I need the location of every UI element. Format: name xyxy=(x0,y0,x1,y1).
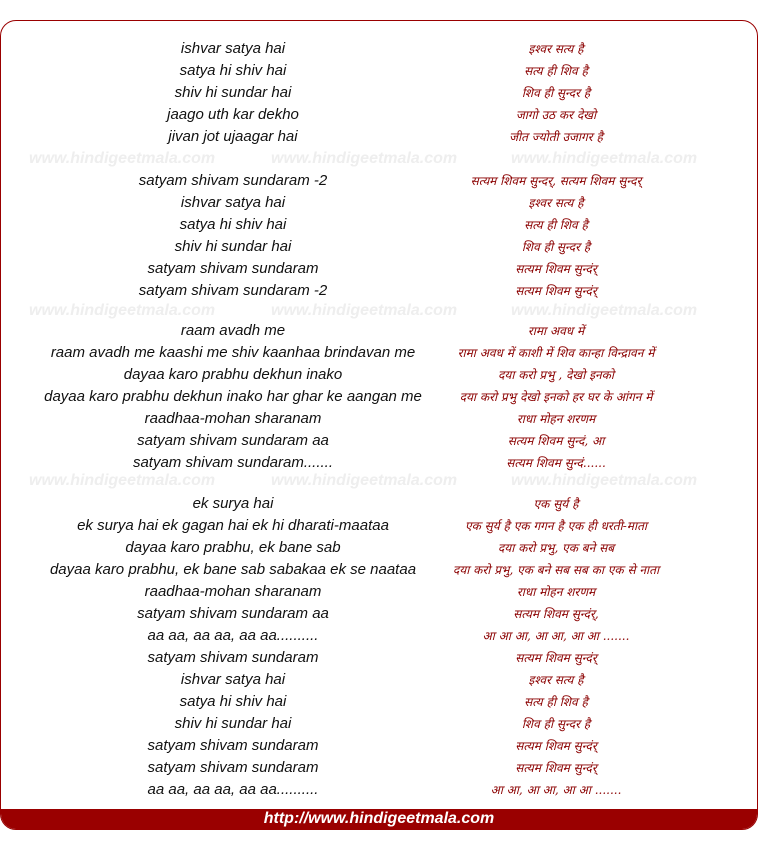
lyric-devanagari: शिव ही सुन्दर है xyxy=(521,240,591,254)
lyric-line xyxy=(1,364,757,386)
lyric-line xyxy=(1,735,757,757)
lyric-devanagari: सत्यम शिवम सुन्दंर्, xyxy=(513,607,599,621)
lyric-roman: satyam shivam sundaram xyxy=(147,649,319,666)
lyric-devanagari: जागो उठ कर देखो xyxy=(515,108,597,122)
lyric-roman: dayaa karo prabhu, ek bane sab xyxy=(125,539,341,556)
lyric-roman: ishvar satya hai xyxy=(180,671,286,688)
lyric-devanagari: सत्यम शिवम सुन्दं...... xyxy=(506,456,606,470)
lyric-roman: satyam shivam sundaram -2 xyxy=(138,282,328,299)
lyric-devanagari: सत्यम शिवम सुन्दंर् xyxy=(515,262,597,276)
lyric-devanagari: इश्वर सत्य है xyxy=(528,673,584,687)
lyric-line xyxy=(1,236,757,258)
lyrics-card xyxy=(0,20,758,830)
lyric-line xyxy=(1,779,757,801)
lyric-line xyxy=(1,192,757,214)
lyric-roman: shiv hi sundar hai xyxy=(174,715,292,732)
lyric-devanagari: सत्य ही शिव है xyxy=(524,695,588,709)
watermark-text: www.hindigeetmala.com xyxy=(29,472,216,489)
lyric-devanagari: सत्यम शिवम सुन्दंर् xyxy=(515,284,597,298)
lyric-roman: raam avadh me kaashi me shiv kaanhaa brindavan me xyxy=(50,344,416,361)
lyric-line xyxy=(1,82,757,104)
lyric-roman: satyam shivam sundaram aa xyxy=(137,432,329,449)
lyric-line xyxy=(1,214,757,236)
lyric-line xyxy=(1,60,757,82)
lyric-line xyxy=(1,280,757,302)
lyric-devanagari: दया करो प्रभु देखो इनको हर घर के आंगन में xyxy=(459,390,653,404)
lyric-devanagari: शिव ही सुन्दर है xyxy=(521,717,591,731)
lyric-roman: satyam shivam sundaram xyxy=(147,737,319,754)
lyric-line xyxy=(1,386,757,408)
lyric-line xyxy=(1,691,757,713)
watermark-text: www.hindigeetmala.com xyxy=(511,302,698,319)
lyric-roman: dayaa karo prabhu dekhun inako xyxy=(123,366,343,383)
lyric-devanagari: इश्वर सत्य है xyxy=(528,42,584,56)
lyric-devanagari: सत्यम शिवम सुन्दर्, सत्यम शिवम सुन्दर् xyxy=(470,174,642,188)
lyric-roman: satya hi shiv hai xyxy=(179,62,287,79)
lyric-devanagari: आ आ, आ आ, आ आ ....... xyxy=(490,783,622,797)
watermark-text: www.hindigeetmala.com xyxy=(511,150,698,167)
lyric-roman: satyam shivam sundaram aa xyxy=(137,605,329,622)
lyric-roman: aa aa, aa aa, aa aa.......... xyxy=(147,781,319,798)
lyric-line xyxy=(1,669,757,691)
lyric-roman: satyam shivam sundaram xyxy=(147,759,319,776)
lyric-devanagari: एक सुर्य है xyxy=(533,497,579,511)
lyric-line xyxy=(1,408,757,430)
watermark-text: www.hindigeetmala.com xyxy=(271,472,458,489)
lyric-roman: aa aa, aa aa, aa aa.......... xyxy=(147,627,319,644)
lyric-roman: satyam shivam sundaram -2 xyxy=(138,172,328,189)
lyric-roman: raam avadh me xyxy=(180,322,286,339)
lyric-line xyxy=(1,38,757,60)
lyric-devanagari: रामा अवध में xyxy=(527,324,585,338)
lyric-devanagari: सत्यम शिवम सुन्दंर् xyxy=(515,739,597,753)
lyric-line xyxy=(1,430,757,452)
lyric-roman: shiv hi sundar hai xyxy=(174,84,292,101)
lyric-line xyxy=(1,170,757,192)
watermark-text: www.hindigeetmala.com xyxy=(271,150,458,167)
lyric-roman: satyam shivam sundaram xyxy=(147,260,319,277)
watermark-band xyxy=(1,301,757,321)
lyric-roman: dayaa karo prabhu dekhun inako har ghar ke aangan me xyxy=(44,388,422,405)
lyric-devanagari: सत्यम शिवम सुन्दं, आ xyxy=(507,434,605,448)
lyric-line xyxy=(1,515,757,537)
watermark-band xyxy=(1,149,757,169)
lyric-devanagari: दया करो प्रभु, एक बने सब सब का एक से नाता xyxy=(452,563,660,577)
lyric-devanagari: इश्वर सत्य है xyxy=(528,196,584,210)
lyric-roman: shiv hi sundar hai xyxy=(174,238,292,255)
lyric-roman: ek surya hai ek gagan hai ek hi dharati-maataa xyxy=(77,517,389,534)
lyric-line xyxy=(1,757,757,779)
lyric-line xyxy=(1,647,757,669)
lyric-line xyxy=(1,713,757,735)
lyric-roman: jaago uth kar dekho xyxy=(167,106,299,123)
lyric-roman: ishvar satya hai xyxy=(180,40,286,57)
lyric-devanagari: राधा मोहन शरणम xyxy=(516,412,596,426)
lyric-devanagari: दया करो प्रभु, एक बने सब xyxy=(497,541,615,555)
watermark-text: www.hindigeetmala.com xyxy=(271,302,458,319)
lyric-devanagari: शिव ही सुन्दर है xyxy=(521,86,591,100)
lyric-devanagari: सत्य ही शिव है xyxy=(524,218,588,232)
lyric-line xyxy=(1,452,757,474)
watermark-text: www.hindigeetmala.com xyxy=(511,472,698,489)
lyric-roman: ek surya hai xyxy=(192,495,274,512)
lyric-roman: satya hi shiv hai xyxy=(179,216,287,233)
lyric-line xyxy=(1,342,757,364)
lyric-line xyxy=(1,104,757,126)
lyric-roman: satyam shivam sundaram....... xyxy=(132,454,334,471)
watermark-text: www.hindigeetmala.com xyxy=(29,302,216,319)
lyric-line xyxy=(1,258,757,280)
lyric-roman: raadhaa-mohan sharanam xyxy=(144,410,322,427)
lyric-devanagari: एक सुर्य है एक गगन है एक ही धरती-माता xyxy=(464,519,648,533)
lyric-roman: raadhaa-mohan sharanam xyxy=(144,583,322,600)
lyric-devanagari: रामा अवध में काशी में शिव कान्हा विन्द्रावन में xyxy=(457,346,655,360)
lyric-line xyxy=(1,559,757,581)
lyric-line xyxy=(1,126,757,148)
lyric-roman: jivan jot ujaagar hai xyxy=(168,128,298,145)
lyric-devanagari: दया करो प्रभु , देखो इनको xyxy=(498,368,614,382)
lyric-devanagari: राधा मोहन शरणम xyxy=(516,585,596,599)
lyric-line xyxy=(1,537,757,559)
footer-link[interactable]: http://www.hindigeetmala.com xyxy=(263,810,495,827)
lyric-line xyxy=(1,320,757,342)
lyric-devanagari: आ आ आ, आ आ, आ आ ....... xyxy=(482,629,630,643)
lyric-line xyxy=(1,625,757,647)
lyric-line xyxy=(1,603,757,625)
lyric-devanagari: सत्यम शिवम सुन्दंर् xyxy=(515,651,597,665)
lyric-line xyxy=(1,581,757,603)
watermark-band xyxy=(1,471,757,491)
lyric-line xyxy=(1,493,757,515)
footer-bar xyxy=(1,809,757,829)
watermark-text: www.hindigeetmala.com xyxy=(29,150,216,167)
lyric-devanagari: जीत ज्योती उजागर है xyxy=(509,130,603,144)
lyric-roman: satya hi shiv hai xyxy=(179,693,287,710)
lyric-devanagari: सत्य ही शिव है xyxy=(524,64,588,78)
lyric-roman: ishvar satya hai xyxy=(180,194,286,211)
lyric-devanagari: सत्यम शिवम सुन्दंर् xyxy=(515,761,597,775)
lyric-roman: dayaa karo prabhu, ek bane sab sabakaa ek se naataa xyxy=(49,561,417,578)
